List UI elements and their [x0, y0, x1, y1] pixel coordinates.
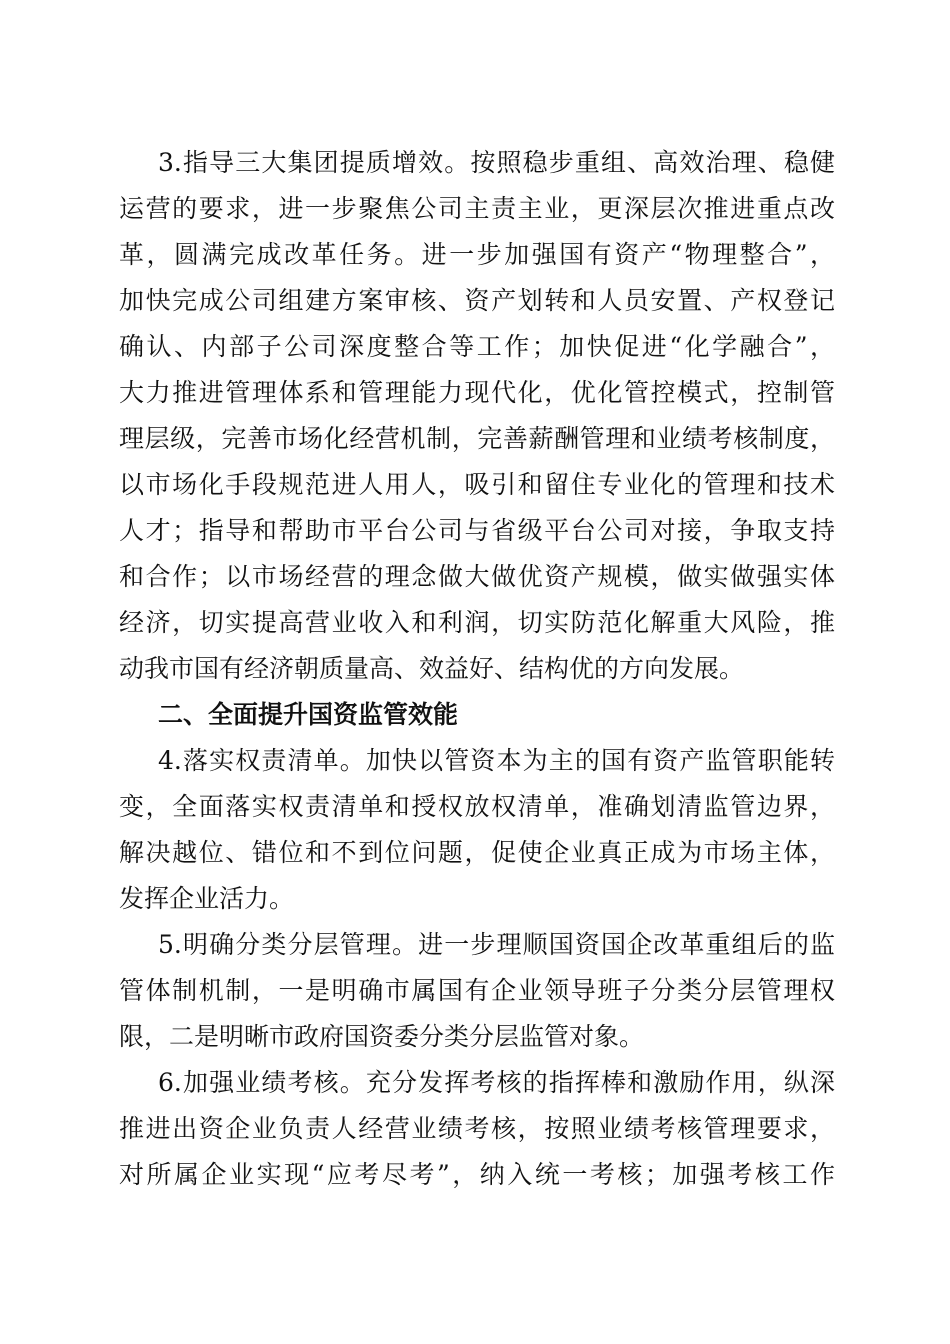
paragraph-3-line-3: 革，圆满完成改革任务。进一步加强国有资产“物理整合”， [119, 240, 835, 269]
paragraph-3-line-4: 加快完成公司组建方案审核、资产划转和人员安置、产权登记 [119, 286, 835, 315]
paragraph-3-line-10: 和合作；以市场经营的理念做大做优资产规模，做实做强实体 [119, 562, 835, 591]
paragraph-6-line-3: 对所属企业实现“应考尽考”，纳入统一考核；加强考核工作 [119, 1160, 835, 1189]
section-2-heading: 二、全面提升国资监管效能 [158, 700, 459, 729]
paragraph-3-line-11: 经济，切实提高营业收入和利润，切实防范化解重大风险，推 [119, 608, 835, 637]
paragraph-5-line-1: 5.明确分类分层管理。进一步理顺国资国企改革重组后的监 [158, 930, 835, 959]
paragraph-4-line-2: 变，全面落实权责清单和授权放权清单，准确划清监管边界， [119, 792, 835, 821]
paragraph-5-line-3: 限，二是明晰市政府国资委分类分层监管对象。 [119, 1022, 645, 1051]
paragraph-4-line-4: 发挥企业活力。 [119, 884, 295, 913]
paragraph-3-line-6: 大力推进管理体系和管理能力现代化，优化管控模式，控制管 [119, 378, 835, 407]
paragraph-3-line-9: 人才；指导和帮助市平台公司与省级平台公司对接，争取支持 [119, 516, 835, 545]
paragraph-3-line-1: 3.指导三大集团提质增效。按照稳步重组、高效治理、稳健 [158, 148, 835, 177]
paragraph-6-line-1: 6.加强业绩考核。充分发挥考核的指挥棒和激励作用，纵深 [158, 1068, 835, 1097]
paragraph-6-line-2: 推进出资企业负责人经营业绩考核，按照业绩考核管理要求， [119, 1114, 835, 1143]
paragraph-3-line-12: 动我市国有经济朝质量高、效益好、结构优的方向发展。 [119, 654, 745, 683]
paragraph-3-line-5: 确认、内部子公司深度整合等工作；加快促进“化学融合”， [119, 332, 835, 361]
paragraph-4-line-1: 4.落实权责清单。加快以管资本为主的国有资产监管职能转 [158, 746, 835, 775]
paragraph-3-line-8: 以市场化手段规范进人用人，吸引和留住专业化的管理和技术 [119, 470, 835, 499]
paragraph-5-line-2: 管体制机制，一是明确市属国有企业领导班子分类分层管理权 [119, 976, 835, 1005]
paragraph-4-line-3: 解决越位、错位和不到位问题，促使企业真正成为市场主体， [119, 838, 835, 867]
paragraph-3-line-2: 运营的要求，进一步聚焦公司主责主业，更深层次推进重点改 [119, 194, 835, 223]
paragraph-3-line-7: 理层级，完善市场化经营机制，完善薪酬管理和业绩考核制度， [119, 424, 835, 453]
